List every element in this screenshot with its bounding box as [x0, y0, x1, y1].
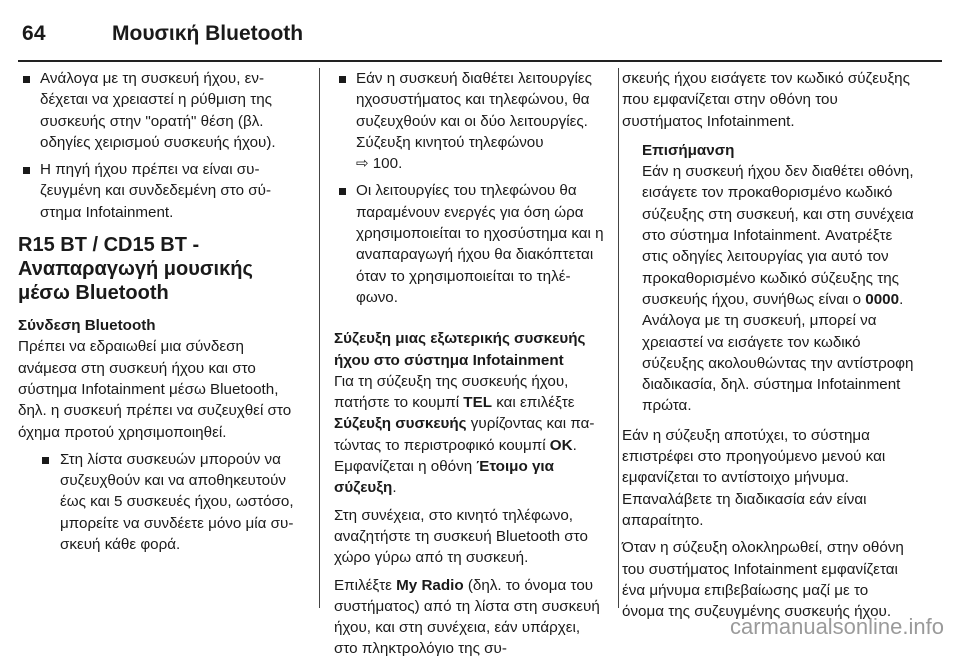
column-2 [334, 68, 606, 660]
bullet-item [18, 159, 306, 223]
note-text: Εάν η συσκευή ήχου δεν διαθέτει οθόνη, εισάγετε τον προκαθορισμένο κωδικό σύζευξης στη συσκευή, και στη συνέχεια στο σύστημα Infotainment. Ανατρέξτε στις οδηγίες λειτουργίας για αυτό τον προκαθορισμένο κωδικό σύζευξης της συσκευής ήχου, συνήθως είναι ο 0000. Ανάλογα με τη συσκευή, μπορεί να χρειαστεί να εισάγετε τον κωδικό σύζευξης ακολουθώντας την αντίστροφη διαδικασία, δηλ. σύστημα Infotainment πρώτα. [642, 163, 914, 415]
my-radio-label: My Radio [396, 576, 464, 594]
paragraph: Εάν η σύζευξη αποτύχει, το σύστημα επιστρέφει στο προηγούμενο μενού και εμφανίζεται το αντίστοιχο μήνυμα. Επαναλάβετε τη διαδικασία εάν είναι απαραίτητο. [622, 426, 886, 529]
tel-button-label: TEL [463, 394, 492, 412]
page-header [0, 0, 960, 60]
paragraph: Επιλέξτε My Radio (δηλ. το όνομα του συστήματος) από τη λίστα στη συσκευή ήχου, και στη συνέχεια, εάν υπάρχει, στο πληκτρολόγιο της συ- [334, 576, 600, 658]
paragraph: Για τη σύζευξη της συσκευής ήχου, πατήστε το κουμπί TEL και επιλέξτε Σύζευξη συσκευής γυρίζοντας και πατώντας το περιστροφικό κουμπί OK. Εμφανίζεται η οθόνη Έτοιμο για σύζευξη. [334, 372, 595, 497]
bullet-text: Στη λίστα συσκευών μπορούν να συζευχθούν και να αποθηκευτούν έως και 5 συσκευές ήχου, ωστόσο, μπορείτε να συνδέετε μόνο μία συσκευή κάθε φορά. [60, 450, 294, 554]
section-title: R15 BT / CD15 BT - Αναπαραγωγή μουσικής μέσω Bluetooth [18, 234, 253, 305]
page-title: Μουσική Bluetooth [112, 22, 304, 45]
subheading: Σύζευξη μιας εξωτερικής συσκευής ήχου στο σύστημα Infotainment [334, 330, 586, 369]
bullet-item [18, 449, 306, 555]
watermark: carmanualsonline.info [729, 614, 944, 639]
bullet-item [18, 68, 306, 153]
paragraph: Στη συνέχεια, στο κινητό τηλέφωνο, αναζητήστε τη συσκευή Bluetooth στο χώρο γύρω από τη συσκευή. [334, 506, 588, 567]
default-pairing-code: 0000 [865, 290, 900, 308]
bullet-text: Ανάλογα με τη συσκευή ήχου, ενδέχεται να χρειαστεί η ρύθμιση της συσκευής στην "ορατή" θέση (βλ. οδηγίες χειρισμού συσκευής ήχου). [40, 70, 276, 151]
ready-to-pair-screen-label: Έτοιμο για σύζευξη [334, 458, 554, 497]
ok-button-label: OK [549, 436, 573, 454]
bullet-text: Εάν η συσκευή διαθέτει λειτουργίες ηχοσυστήματος και τηλεφώνου, θα συζευχθούν και οι δύο λειτουργίες. Σύζευξη κινητού τηλεφώνου [356, 70, 592, 151]
bullet-item [334, 180, 606, 308]
page-reference[interactable]: 100. [372, 155, 403, 173]
paragraph: Πρέπει να εδραιωθεί μια σύνδεση ανάμεσα στη συσκευή ήχου και στο σύστημα Infotainment μέσω Bluetooth, δηλ. η συσκευή πρέπει να συζευχθεί στο όχημα προτού χρησιμοποιηθεί. [18, 338, 292, 441]
pair-device-menu-label: Σύζευξη συσκευής [334, 415, 467, 433]
note-title: Επισήμανση [642, 141, 735, 159]
bullet-item [334, 68, 606, 174]
arrow-reference-icon: ⇨ [356, 155, 369, 173]
bullet-text: Η πηγή ήχου πρέπει να είναι συζευγμένη και συνδεδεμένη στο σύστημα Infotainment. [40, 161, 271, 221]
column-divider [319, 68, 320, 608]
column-3 [622, 68, 914, 622]
note-box [622, 140, 914, 417]
paragraph: Όταν η σύζευξη ολοκληρωθεί, στην οθόνη του συστήματος Infotainment εμφανίζεται ένα μήνυμα επιβεβαίωσης μαζί με το όνομα της συζευγμένης συσκευής ήχου. [622, 539, 904, 621]
bullet-text: Οι λειτουργίες του τηλεφώνου θα παραμένουν ενεργές για όση ώρα χρησιμοποιείται το ηχοσύστημα και η αναπαραγωγή ήχου θα διακόπτεται όταν το χρησιμοποιείται το τηλέφωνο. [356, 182, 604, 306]
header-divider [18, 60, 942, 62]
column-divider [618, 68, 619, 608]
subheading: Σύνδεση Bluetooth [18, 317, 156, 335]
paragraph: σκευής ήχου εισάγετε τον κωδικό σύζευξης που εμφανίζεται στην οθόνη του συστήματος Infotainment. [622, 70, 910, 130]
column-1 [18, 68, 306, 555]
page-number: 64 [22, 22, 46, 45]
